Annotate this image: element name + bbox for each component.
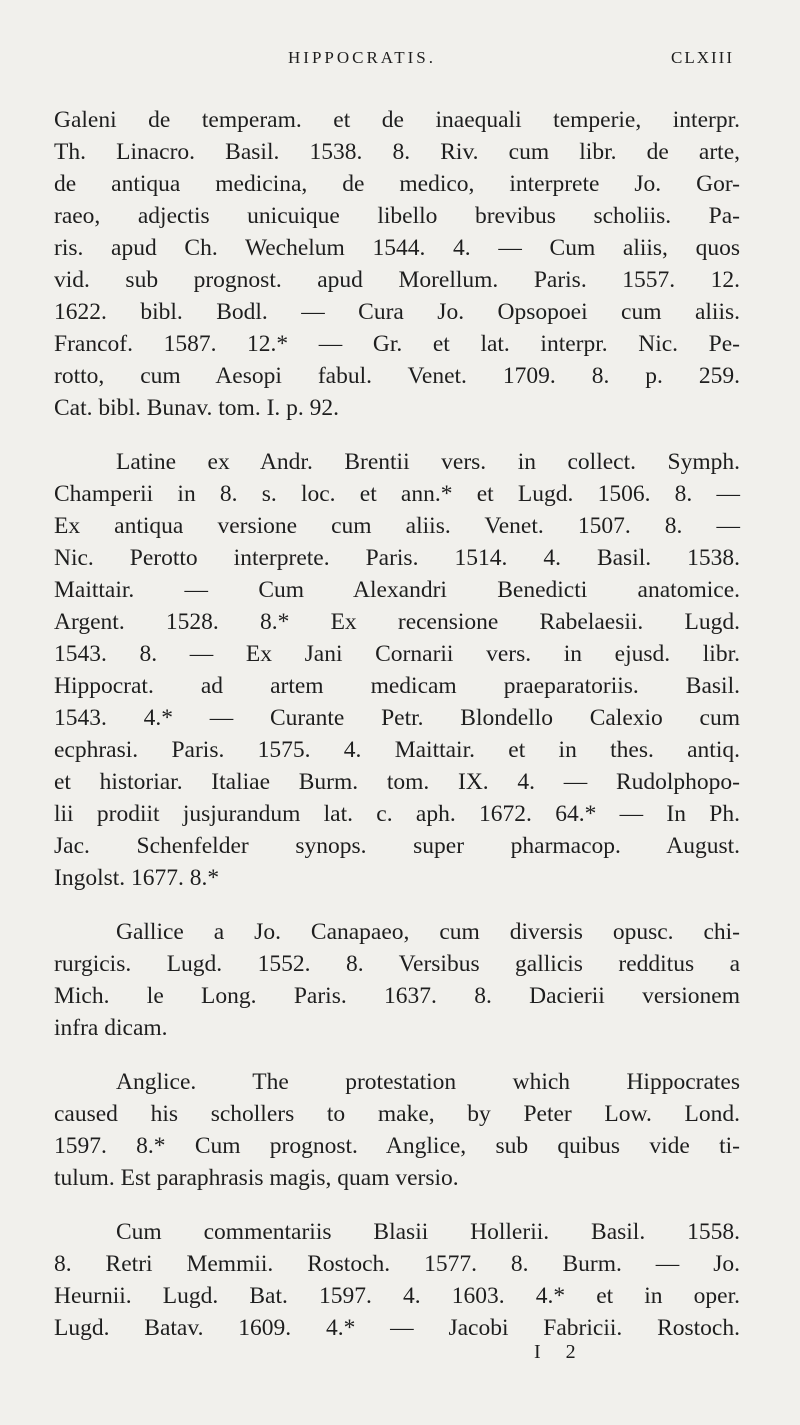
paragraph-anglice xyxy=(54,1066,740,1194)
text-line: 1622. bibl. Bodl. — Cura Jo. Opsopoei cum aliis. xyxy=(54,299,740,325)
text-line: Mich. le Long. Paris. 1637. 8. Dacierii versionem xyxy=(54,983,740,1009)
text-line: vid. sub prognost. apud Morellum. Paris. 1557. 12. xyxy=(54,267,740,293)
signature-mark: I 2 xyxy=(534,1341,586,1363)
text-line: raeo, adjectis unicuique libello brevibus scholiis. Pa- xyxy=(54,203,740,229)
text-line: infra dicam. xyxy=(54,1015,168,1041)
text-line: Lugd. Batav. 1609. 4.* — Jacobi Fabricii. Rostoch. xyxy=(54,1315,740,1341)
text-line: Anglice. The protestation which Hippocrates xyxy=(116,1069,740,1095)
text-line: Latine ex Andr. Brentii vers. in collect. Symph. xyxy=(116,449,740,475)
text-line: tulum. Est paraphrasis magis, quam versio. xyxy=(54,1165,459,1191)
text-line: Jac. Schenfelder synops. super pharmacop. August. xyxy=(54,833,740,859)
text-line: Champerii in 8. s. loc. et ann.* et Lugd. 1506. 8. — xyxy=(54,481,740,507)
text-line: rotto, cum Aesopi fabul. Venet. 1709. 8. p. 259. xyxy=(54,363,740,389)
text-line: Cat. bibl. Bunav. tom. I. p. 92. xyxy=(54,395,340,421)
text-line: rurgicis. Lugd. 1552. 8. Versibus gallicis redditus a xyxy=(54,951,740,977)
text-line: lii prodiit jusjurandum lat. c. aph. 1672. 64.* — In Ph. xyxy=(54,801,740,827)
text-line: Heurnii. Lugd. Bat. 1597. 4. 1603. 4.* et in oper. xyxy=(54,1283,740,1309)
text-line: Argent. 1528. 8.* Ex recensione Rabelaesii. Lugd. xyxy=(54,609,740,635)
page-header xyxy=(0,48,800,76)
text-line: Gallice a Jo. Canapaeo, cum diversis opusc. chi- xyxy=(116,919,740,945)
text-line: Nic. Perotto interprete. Paris. 1514. 4. Basil. 1538. xyxy=(54,545,740,571)
paragraph-gallice xyxy=(54,916,740,1044)
text-line: Th. Linacro. Basil. 1538. 8. Riv. cum libr. de arte, xyxy=(54,139,740,165)
text-line: Hippocrat. ad artem medicam praeparatoriis. Basil. xyxy=(54,673,740,699)
text-line: ris. apud Ch. Wechelum 1544. 4. — Cum aliis, quos xyxy=(54,235,740,261)
text-line: caused his schollers to make, by Peter Low. Lond. xyxy=(54,1101,740,1127)
text-line: et historiar. Italiae Burm. tom. IX. 4. — Rudolphopo- xyxy=(54,769,740,795)
paragraph-latine xyxy=(54,446,740,894)
text-line: 1597. 8.* Cum prognost. Anglice, sub quibus vide ti- xyxy=(54,1133,740,1159)
page-number: CLXIII xyxy=(671,48,734,67)
text-line: 1543. 8. — Ex Jani Cornarii vers. in ejusd. libr. xyxy=(54,641,740,667)
text-line: Galeni de temperam. et de inaequali temperie, interpr. xyxy=(54,107,740,133)
text-line: Francof. 1587. 12.* — Gr. et lat. interpr. Nic. Pe- xyxy=(54,331,740,357)
running-title: HIPPOCRATIS. xyxy=(288,48,436,67)
body-text xyxy=(54,104,740,1354)
text-line: Cum commentariis Blasii Hollerii. Basil. 1558. xyxy=(116,1219,740,1245)
text-line: 8. Retri Memmii. Rostoch. 1577. 8. Burm. — Jo. xyxy=(54,1251,740,1277)
paragraph-editions xyxy=(54,104,740,424)
text-line: Maittair. — Cum Alexandri Benedicti anatomice. xyxy=(54,577,740,603)
text-line: Ex antiqua versione cum aliis. Venet. 1507. 8. — xyxy=(54,513,740,539)
text-line: de antiqua medicina, de medico, interprete Jo. Gor- xyxy=(54,171,740,197)
paragraph-commentaries xyxy=(54,1216,740,1344)
text-line: Ingolst. 1677. 8.* xyxy=(54,865,220,891)
text-line: ecphrasi. Paris. 1575. 4. Maittair. et in thes. antiq. xyxy=(54,737,740,763)
text-line: 1543. 4.* — Curante Petr. Blondello Calexio cum xyxy=(54,705,740,731)
